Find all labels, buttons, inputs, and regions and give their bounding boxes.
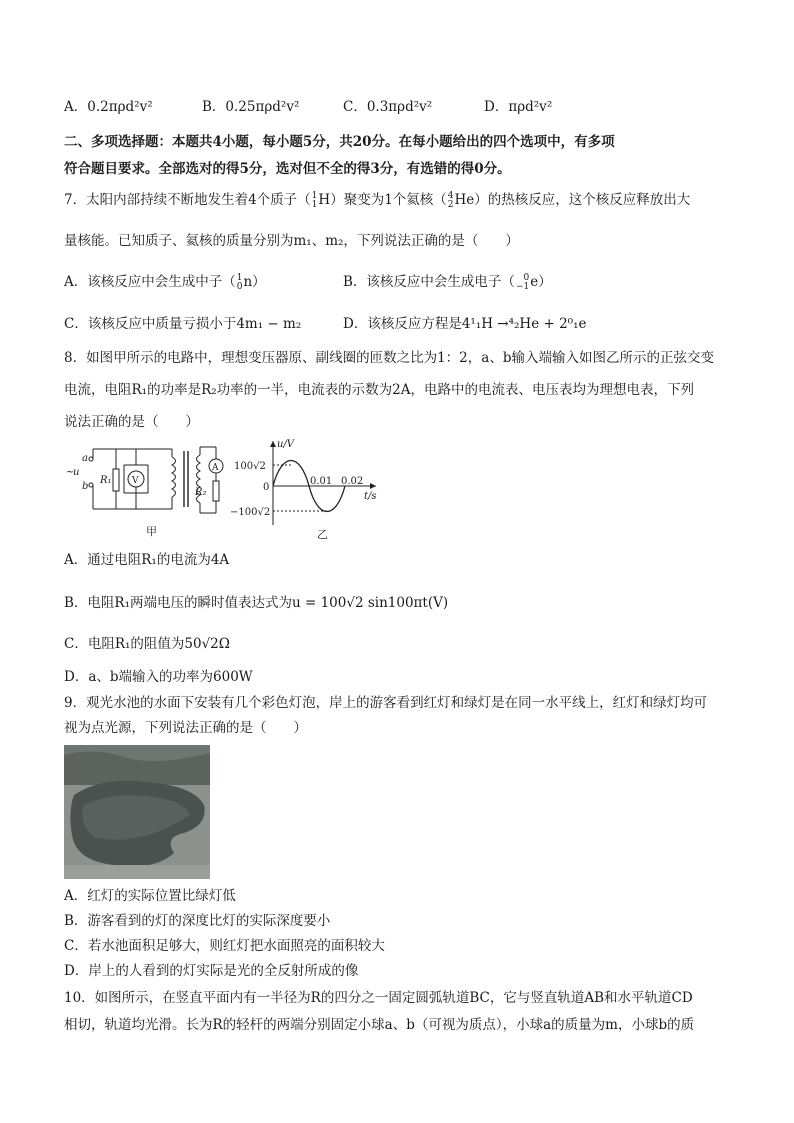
label-b: b — [82, 481, 89, 492]
q6-option-c[interactable]: C．0.3πρd²v² — [343, 99, 433, 115]
label-r1: R₁ — [100, 475, 112, 486]
label-r2: R₂ — [195, 487, 207, 498]
tick-negative-peak: −100√2 — [230, 507, 271, 518]
axis-label-t: t/s — [364, 491, 377, 502]
q10-stem-line1: 10．如图所示，在竖直平面内有一半径为R的四分之一固定圆弧轨道BC，它与竖直轨道AB和水平轨道CD — [64, 990, 693, 1006]
q9-stem-line1: 9．观光水池的水面下安装有几个彩色灯泡，岸上的游客看到红灯和绿灯是在同一水平线上，红灯和绿灯均可 — [64, 695, 708, 711]
q7-option-a-text: A．该核反应中会生成中子（ — [64, 274, 236, 290]
section2-heading-line2: 符合题目要求。全部选对的得5分，选对但不全的得3分，有选错的得0分。 — [64, 161, 511, 177]
q7-stem-line1 — [64, 190, 690, 210]
q7-option-d[interactable]: D．该核反应方程是4¹₁H →⁴₂He + 2⁰₁e — [343, 316, 587, 332]
proton-isotope-notation: 1 1 — [311, 190, 318, 210]
q9-option-c[interactable]: C．若水池面积足够大，则红灯把水面照亮的面积较大 — [64, 938, 385, 954]
ac-source-tilde: ~ — [66, 467, 75, 478]
terminal-b — [89, 483, 93, 487]
q7-option-b[interactable] — [343, 272, 552, 292]
q7-stem-part3: He）的热核反应，这个核反应释放出大 — [454, 192, 691, 208]
q7-option-b-end: e） — [530, 274, 552, 290]
terminal-a — [89, 457, 93, 461]
electron-isotope-notation: 0 −1 — [515, 272, 530, 292]
tick-002: 0.02 — [341, 476, 364, 487]
r1-resistor — [113, 469, 119, 491]
q7-stem-line2: 量核能。已知质子、氦核的质量分别为m₁、m₂，下列说法正确的是（ ） — [64, 233, 519, 249]
helium-isotope-notation: 4 2 — [447, 190, 454, 210]
q8-option-d[interactable]: D．a、b端输入的功率为600W — [64, 669, 253, 685]
q8-option-c[interactable]: C．电阻R₁的阻值为50√2Ω — [64, 636, 230, 652]
q9-option-d[interactable]: D．岸上的人看到的灯实际是光的全反射所成的像 — [64, 963, 359, 979]
label-ammeter: A — [212, 463, 219, 473]
section2-heading-line1: 二、多项选择题：本题共4小题，每小题5分，共20分。在每小题给出的四个选项中，有多项 — [64, 134, 615, 150]
q8-stem-line3: 说法正确的是（ ） — [64, 414, 199, 430]
pool-photo — [64, 745, 210, 879]
figure-label-yi: 乙 — [317, 528, 328, 541]
q7-option-b-text: B．该核反应中会生成电子（ — [343, 274, 515, 290]
q8-stem-line1: 8．如图甲所示的电路中，理想变压器原、副线圈的匝数之比为1：2，a、b输入端输入如图乙所示的正弦交变 — [64, 350, 714, 366]
label-u: u — [73, 467, 80, 478]
q10-stem-line2: 相切，轨道均光滑。长为R的轻杆的两端分别固定小球a、b（可视为质点），小球a的质量为m，小球b的质 — [64, 1017, 695, 1033]
q8-option-b[interactable]: B．电阻R₁两端电压的瞬时值表达式为u = 100√2 sin100πt(V) — [64, 595, 449, 611]
q8-stem-line2: 电流，电阻R₁的功率是R₂功率的一半，电流表的示数为2A，电路中的电流表、电压表均为理想电表，下列 — [64, 382, 694, 398]
r2-resistor — [213, 481, 219, 501]
figure-label-jia: 甲 — [146, 525, 157, 538]
q8-option-a[interactable]: A．通过电阻R₁的电流为4A — [64, 552, 230, 568]
q9-stem-line2: 视为点光源，下列说法正确的是（ ） — [64, 720, 307, 736]
q6-option-d[interactable]: D．πρd²v² — [484, 99, 553, 115]
tick-zero: 0 — [263, 482, 270, 493]
q8-figures — [64, 437, 384, 545]
neutron-isotope-notation: 1 0 — [236, 272, 243, 292]
label-a: a — [82, 453, 88, 464]
q7-option-c[interactable]: C．该核反应中质量亏损小于4m₁ − m₂ — [64, 316, 302, 332]
q7-option-a-end: n） — [243, 274, 266, 290]
tick-001: 0.01 — [310, 476, 333, 487]
axis-label-u: u/V — [277, 439, 295, 450]
q9-option-b[interactable]: B．游客看到的灯的深度比灯的实际深度要小 — [64, 913, 331, 929]
q7-stem-part1: 7．太阳内部持续不断地发生着4个质子（ — [64, 192, 311, 208]
q6-option-a[interactable]: A．0.2πρd²v² — [64, 99, 153, 115]
q6-option-b[interactable]: B．0.25πρd²v² — [202, 99, 300, 115]
q7-stem-part2: H）聚变为1个氦核（ — [318, 192, 447, 208]
tick-positive-peak: 100√2 — [234, 461, 266, 472]
primary-coil — [172, 457, 176, 497]
q9-option-a[interactable]: A．红灯的实际位置比绿灯低 — [64, 888, 236, 904]
q7-option-a[interactable] — [64, 272, 266, 292]
label-voltmeter: V — [132, 476, 139, 486]
